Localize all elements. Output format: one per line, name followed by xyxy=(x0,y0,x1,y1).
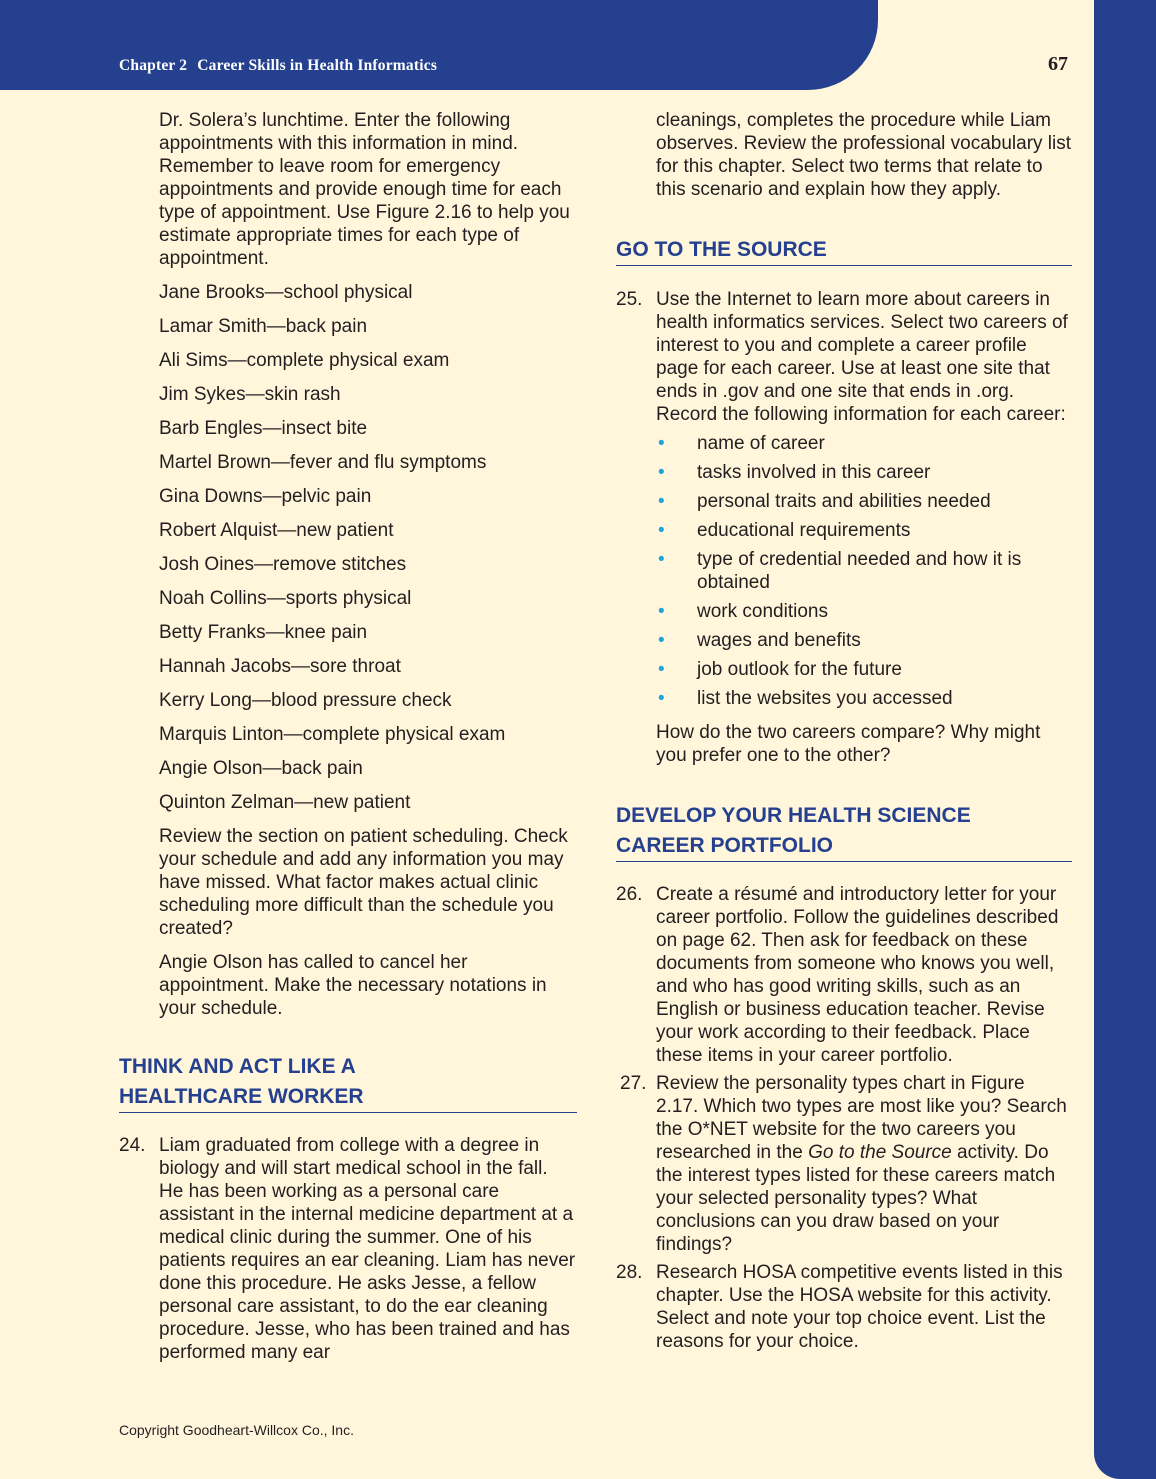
list-item-text: tasks involved in this career xyxy=(697,462,931,483)
heading-line: THINK AND ACT LIKE A xyxy=(119,1055,356,1078)
list-item xyxy=(656,629,1072,652)
heading-line: CAREER PORTFOLIO xyxy=(616,834,834,857)
question-27 xyxy=(616,1072,1072,1256)
bullet-icon: • xyxy=(658,688,665,709)
appointment-item: Quinton Zelman—new patient xyxy=(159,792,411,813)
activity-title: Go to the Source xyxy=(808,1142,952,1163)
list-item-text: name of career xyxy=(697,433,825,454)
list-item xyxy=(656,519,1072,542)
bullet-icon: • xyxy=(658,549,665,570)
review-instructions: Review the section on patient scheduling. Check your schedule and add any information you may have missed. What factor makes actual clinic scheduling more difficult than the schedule you created? xyxy=(159,826,568,939)
bullet-icon: • xyxy=(658,630,665,651)
bullet-icon: • xyxy=(658,433,665,454)
list-item xyxy=(656,687,1072,710)
page-number: 67 xyxy=(1048,53,1068,75)
appointment-item: Marquis Linton—complete physical exam xyxy=(159,724,506,745)
question-28 xyxy=(616,1261,1072,1353)
appointment-item: Hannah Jacobs—sore throat xyxy=(159,656,401,677)
appointment-item: Martel Brown—fever and flu symptoms xyxy=(159,452,487,473)
question-text: Use the Internet to learn more about careers in health informatics services. Select two careers of interest to you and complete a career profile page for each career. Use at least one site that ends in .gov and one site that ends in .org. Record the following information for each career: xyxy=(656,289,1068,425)
bullet-icon: • xyxy=(658,601,665,622)
question-number: 28. xyxy=(616,1262,643,1283)
compare-question: How do the two careers compare? Why might you prefer one to the other? xyxy=(656,722,1041,766)
list-item-text: personal traits and abilities needed xyxy=(697,491,991,512)
list-item-text: educational requirements xyxy=(697,520,911,541)
list-item xyxy=(656,548,1072,594)
appointment-item: Angie Olson—back pain xyxy=(159,758,363,779)
appointment-item: Ali Sims—complete physical exam xyxy=(159,350,450,371)
appointment-item: Gina Downs—pelvic pain xyxy=(159,486,372,507)
question-number: 24. xyxy=(119,1135,146,1156)
side-band xyxy=(1094,0,1156,1479)
list-item-text: type of credential needed and how it is obtained xyxy=(697,549,1022,593)
heading-line: HEALTHCARE WORKER xyxy=(119,1085,364,1108)
list-item xyxy=(656,461,1072,484)
list-item-text: work conditions xyxy=(697,601,828,622)
list-item-text: list the websites you accessed xyxy=(697,688,953,709)
bullet-icon: • xyxy=(658,462,665,483)
cancel-instructions: Angie Olson has called to cancel her appointment. Make the necessary notations in your schedule. xyxy=(159,952,547,1019)
bullet-icon: • xyxy=(658,520,665,541)
question-number: 25. xyxy=(616,289,643,310)
question-24-continued: cleanings, completes the procedure while Liam observes. Review the professional vocabulary list for this chapter. Select two terms that relate to this scenario and explain how they apply. xyxy=(656,110,1072,200)
bullet-icon: • xyxy=(658,659,665,680)
chapter-title: Career Skills in Health Informatics xyxy=(197,57,438,74)
appointment-item: Betty Franks—knee pain xyxy=(159,622,368,643)
appointment-item: Kerry Long—blood pressure check xyxy=(159,690,452,711)
section-heading-career-portfolio xyxy=(616,801,1072,862)
left-column xyxy=(119,109,577,1364)
question-text: Review the personality types chart in Figure 2.17. Which two types are most like you? Search the O*NET website for the two careers you researched in the Go to the Source activity. Do the interest types listed for these careers match your selected personality types? What conclusions can you draw based on your findings? xyxy=(656,1073,1067,1255)
right-column xyxy=(616,109,1072,1353)
list-item xyxy=(656,600,1072,623)
question-26 xyxy=(616,883,1072,1067)
question-text: Create a résumé and introductory letter for your career portfolio. Follow the guidelines described on page 62. Then ask for feedback on these documents from someone who knows you well, and who has good writing skills, such as an English or business education teacher. Revise your work according to their feedback. Place these items in your career portfolio. xyxy=(656,884,1059,1066)
list-item xyxy=(656,490,1072,513)
list-item xyxy=(656,658,1072,681)
section-heading-healthcare-worker xyxy=(119,1052,577,1113)
career-info-list xyxy=(616,432,1072,710)
running-header xyxy=(119,57,437,75)
heading-line: DEVELOP YOUR HEALTH SCIENCE xyxy=(616,804,971,827)
question-24 xyxy=(119,1134,577,1364)
chapter-number: Chapter 2 xyxy=(119,57,188,74)
scheduling-instructions: Dr. Solera’s lunchtime. Enter the following appointments with this information in mind. Remember to leave room for emergency appointments and provide enough time for each type of appointment. Use Figure 2.16 to help you estimate appropriate times for each type of appointment. xyxy=(159,110,570,269)
copyright-notice: Copyright Goodheart-Willcox Co., Inc. xyxy=(119,1422,354,1438)
appointment-item: Robert Alquist—new patient xyxy=(159,520,394,541)
bullet-icon: • xyxy=(658,491,665,512)
appointment-item: Noah Collins—sports physical xyxy=(159,588,412,609)
section-heading-go-to-the-source: GO TO THE SOURCE xyxy=(616,235,1072,266)
appointment-item: Jane Brooks—school physical xyxy=(159,282,413,303)
question-25 xyxy=(616,288,1072,426)
appointment-item: Jim Sykes—skin rash xyxy=(159,384,341,405)
header-band xyxy=(0,0,878,90)
appointment-item: Lamar Smith—back pain xyxy=(159,316,368,337)
question-text: Research HOSA competitive events listed in this chapter. Use the HOSA website for this activity. Select and note your top choice event. List the reasons for your choice. xyxy=(656,1262,1063,1352)
list-item xyxy=(656,432,1072,455)
appointment-list xyxy=(119,281,577,814)
question-text: Liam graduated from college with a degree in biology and will start medical school in the fall. He has been working as a personal care assistant in the internal medicine department at a medical clinic during the summer. One of his patients requires an ear cleaning. Liam has never done this procedure. He asks Jesse, a fellow personal care assistant, to do the ear cleaning procedure. Jesse, who has been trained and has performed many ear xyxy=(159,1135,576,1363)
question-number: 26. xyxy=(616,884,643,905)
list-item-text: job outlook for the future xyxy=(697,659,902,680)
question-number: 27. xyxy=(620,1073,647,1094)
appointment-item: Josh Oines—remove stitches xyxy=(159,554,407,575)
list-item-text: wages and benefits xyxy=(697,630,861,651)
appointment-item: Barb Engles—insect bite xyxy=(159,418,368,439)
